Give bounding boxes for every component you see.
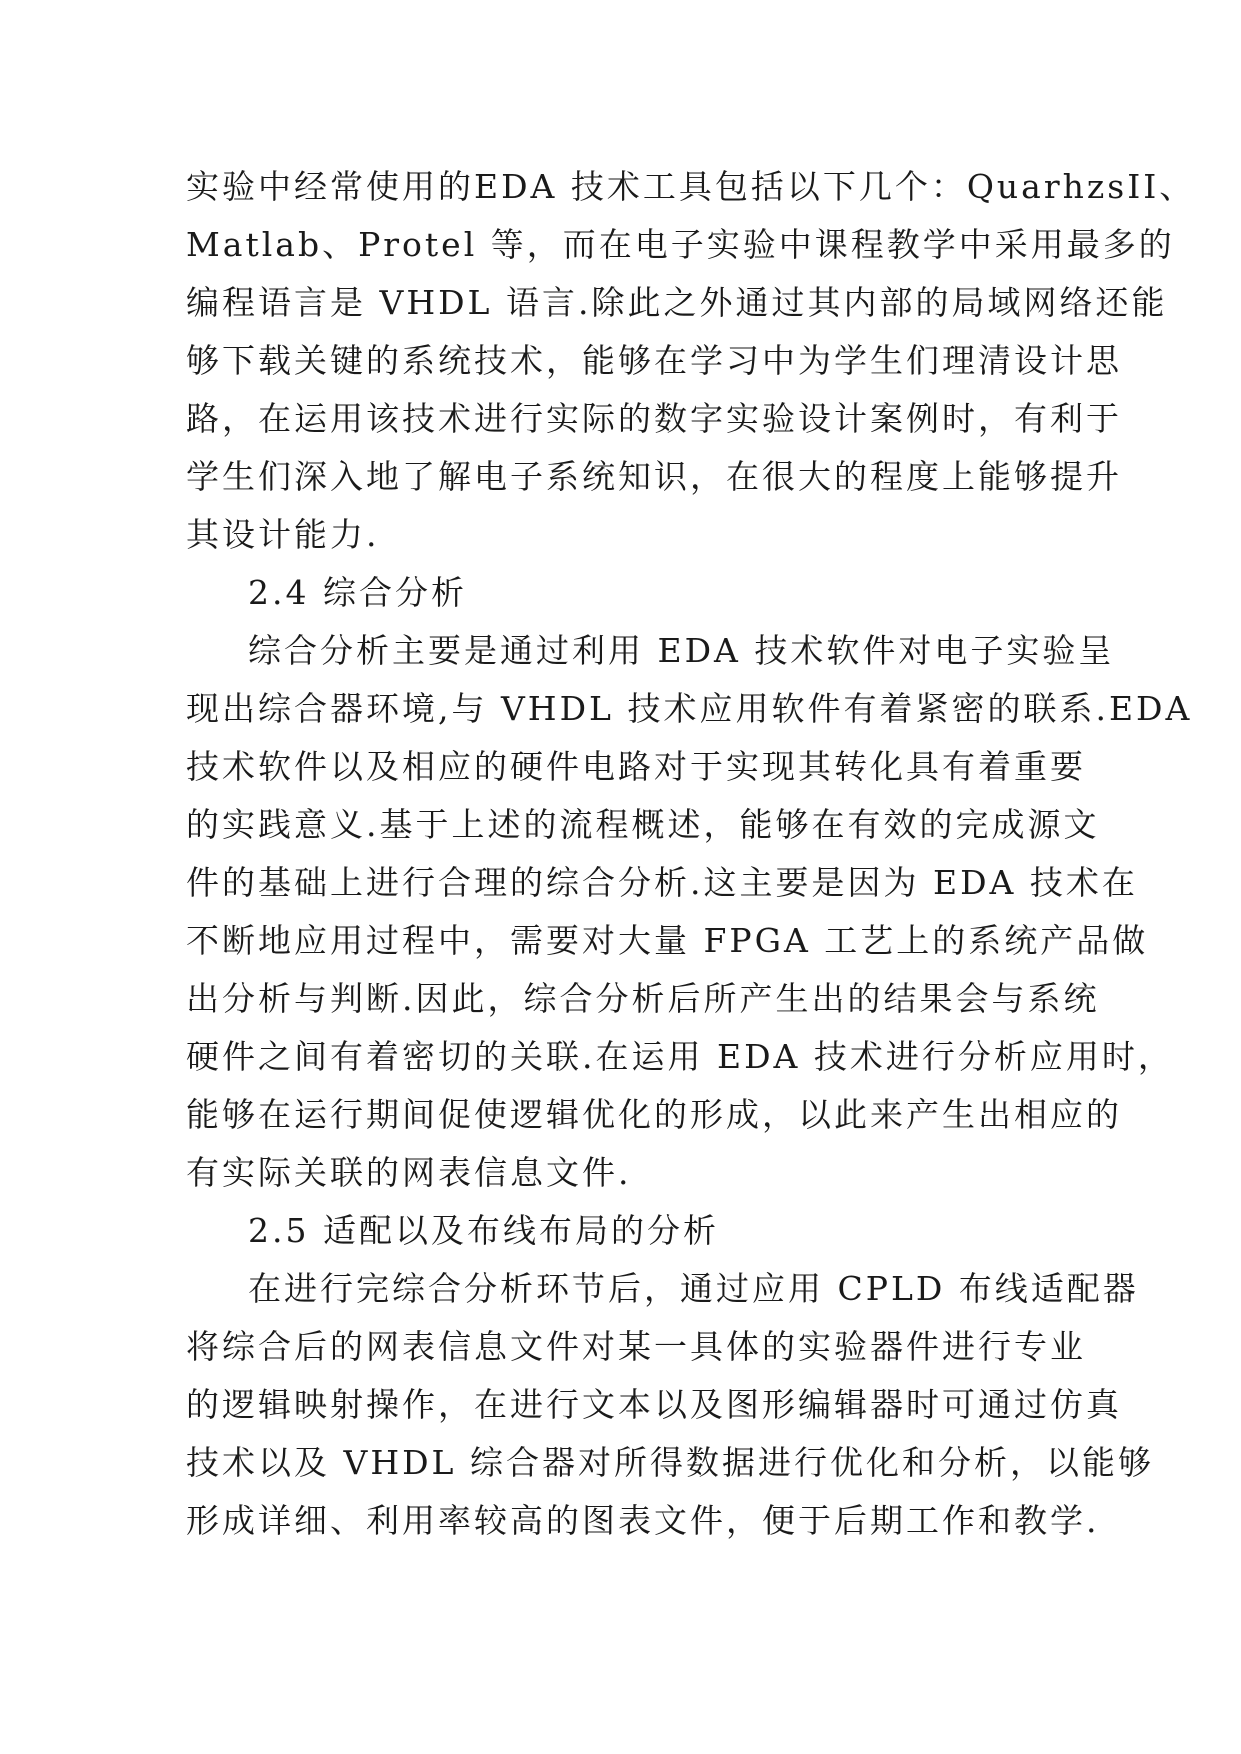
- section-heading-2-4: 2.4 综合分析: [248, 573, 467, 612]
- text-line: Matlab、Protel 等，而在电子实验中课程教学中采用最多的: [186, 225, 1175, 264]
- text-line: 综合分析主要是通过利用 EDA 技术软件对电子实验呈: [248, 631, 1115, 670]
- document-body: [186, 158, 1196, 1550]
- text-line: 形成详细、利用率较高的图表文件，便于后期工作和教学.: [186, 1501, 1100, 1540]
- text-line: 路，在运用该技术进行实际的数字实验设计案例时，有利于: [186, 399, 1122, 438]
- text-line: 够下载关键的系统技术，能够在学习中为学生们理清设计思: [186, 341, 1122, 380]
- paragraph-eda-tools: [186, 158, 1196, 564]
- text-line: 件的基础上进行合理的综合分析.这主要是因为 EDA 技术在: [186, 863, 1138, 902]
- text-line: 将综合后的网表信息文件对某一具体的实验器件进行专业: [186, 1327, 1086, 1366]
- text-line: 现出综合器环境,与 VHDL 技术应用软件有着紧密的联系.EDA: [186, 689, 1193, 728]
- text-line: 实验中经常使用的EDA 技术工具包括以下几个：QuarhzsII、: [186, 167, 1196, 206]
- section-heading-2-5: 2.5 适配以及布线布局的分析: [248, 1211, 719, 1250]
- text-line: 其设计能力.: [186, 515, 380, 554]
- text-line: 不断地应用过程中，需要对大量 FPGA 工艺上的系统产品做: [186, 921, 1149, 960]
- text-line: 技术软件以及相应的硬件电路对于实现其转化具有着重要: [186, 747, 1086, 786]
- text-line: 技术以及 VHDL 综合器对所得数据进行优化和分析，以能够: [186, 1443, 1154, 1482]
- text-line: 的逻辑映射操作，在进行文本以及图形编辑器时可通过仿真: [186, 1385, 1122, 1424]
- text-line: 编程语言是 VHDL 语言.除此之外通过其内部的局域网络还能: [186, 283, 1168, 322]
- paragraph-fitting-routing: [186, 1260, 1154, 1550]
- text-line: 硬件之间有着密切的关联.在运用 EDA 技术进行分析应用时，: [186, 1037, 1174, 1076]
- text-line: 在进行完综合分析环节后，通过应用 CPLD 布线适配器: [248, 1269, 1139, 1308]
- text-line: 学生们深入地了解电子系统知识，在很大的程度上能够提升: [186, 457, 1122, 496]
- text-line: 能够在运行期间促使逻辑优化的形成，以此来产生出相应的: [186, 1095, 1122, 1134]
- text-line: 有实际关联的网表信息文件.: [186, 1153, 632, 1192]
- text-line: 的实践意义.基于上述的流程概述，能够在有效的完成源文: [186, 805, 1100, 844]
- text-line: 出分析与判断.因此，综合分析后所产生出的结果会与系统: [186, 979, 1100, 1018]
- paragraph-synthesis-analysis: [186, 622, 1193, 1202]
